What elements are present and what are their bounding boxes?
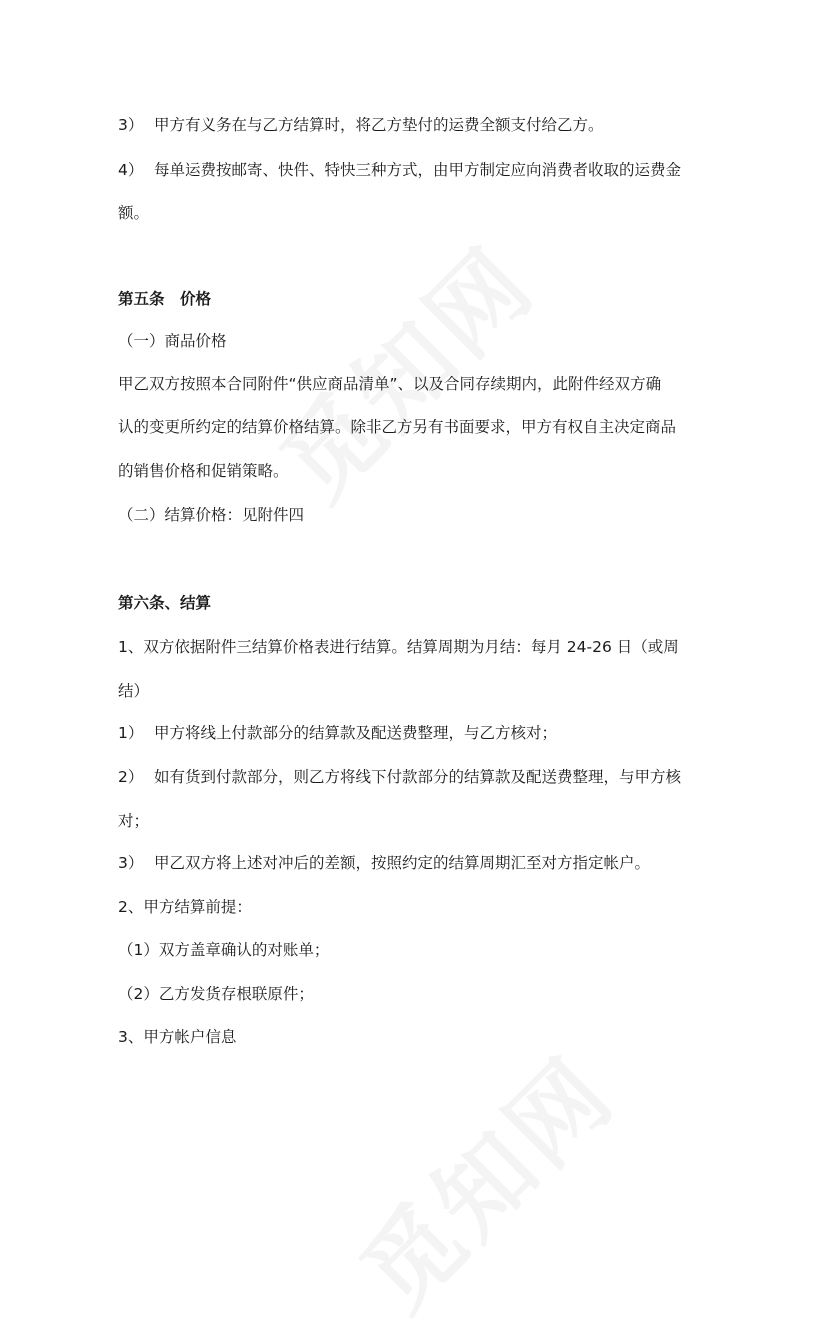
item-number: 1） (118, 724, 144, 742)
subsection-heading: （二）结算价格：见附件四 (118, 506, 305, 524)
text-line: 额。 (118, 204, 150, 222)
clause-item-2 (118, 767, 681, 787)
text-line: （2）乙方发货存根联原件； (118, 985, 314, 1003)
text-line: 1、双方依据附件三结算价格表进行结算。结算周期为月结：每月 24-26 日（或周 (118, 638, 679, 656)
item-text: 甲乙双方将上述对冲后的差额，按照约定的结算周期汇至对方指定帐户。 (154, 854, 651, 872)
text-line: 认的变更所约定的结算价格结算。除非乙方另有书面要求，甲方有权自主决定商品 (118, 418, 677, 436)
watermark (246, 212, 559, 525)
item-number: 2） (118, 768, 144, 786)
clause-item-1 (118, 723, 557, 743)
clause-item-3b (118, 853, 650, 873)
item-number: 4） (118, 161, 144, 179)
item-number: 3） (118, 854, 144, 872)
text-line: 对； (118, 812, 150, 830)
text-line: 2、甲方结算前提： (118, 898, 252, 916)
text-line: （1）双方盖章确认的对账单； (118, 941, 330, 959)
text-line: 3、甲方帐户信息 (118, 1028, 237, 1046)
text-line: 结） (118, 682, 150, 700)
item-text: 每单运费按邮寄、快件、特快三种方式，由甲方制定应向消费者收取的运费金 (154, 161, 682, 179)
text-line: 甲乙双方按照本合同附件“供应商品清单”、以及合同存续期内，此附件经双方确 (118, 375, 662, 393)
item-text: 如有货到付款部分，则乙方将线下付款部分的结算款及配送费整理，与甲方核 (154, 768, 682, 786)
clause-item-3 (118, 115, 604, 135)
item-number: 3） (118, 116, 144, 134)
item-text: 甲方有义务在与乙方结算时，将乙方垫付的运费全额支付给乙方。 (154, 116, 604, 134)
section-heading-settlement: 第六条、结算 (118, 594, 212, 612)
subsection-heading: （一）商品价格 (118, 332, 227, 350)
watermark-bottom (326, 1022, 639, 1335)
item-text: 甲方将线上付款部分的结算款及配送费整理，与乙方核对； (154, 724, 558, 742)
section-heading-price: 第五条 价格 (118, 290, 212, 308)
clause-item-4 (118, 160, 681, 180)
text-line: 的销售价格和促销策略。 (118, 462, 289, 480)
